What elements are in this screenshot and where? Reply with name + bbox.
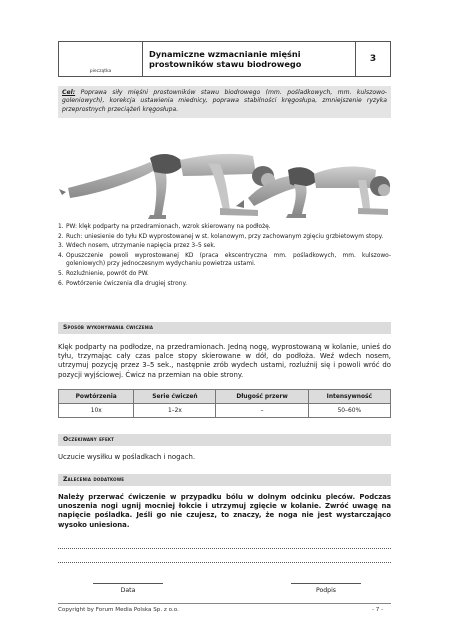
step-item: 2. Ruch: uniesienie do tyłu KD wyprostowanej w st. kolanowym, przy zachowanym zgięciu grzbietowym stopy. bbox=[58, 233, 384, 240]
goal-text: Poprawa siły mięśni prostowników stawu biodrowego (mm. pośladkowych, mm. kulszowo-goleniowych), korekcja ustawienia miednicy, poprawa stabilności kręgosłupa, zmniejszenie ryzyka przeprostnych przeciążeń kręgosłupa. bbox=[62, 89, 387, 113]
cell-repetitions: 10x bbox=[59, 404, 134, 418]
effect-heading: Oczekiwany efekt bbox=[58, 434, 391, 446]
header-breaks: Długość przerw bbox=[216, 390, 308, 404]
goal-box bbox=[58, 86, 391, 119]
stamp-label: pieczątka bbox=[89, 69, 112, 74]
goal-label: Cel: bbox=[62, 89, 76, 96]
cell-series: 1–2x bbox=[134, 404, 216, 418]
footer-copyright: Copyright by Forum Media Polska Sp. z o.o. bbox=[58, 607, 179, 613]
exercise-illustration bbox=[58, 118, 391, 222]
exercise-header bbox=[58, 41, 391, 77]
step-item: 1. PW: klęk podparty na przedramionach, wzrok skierowany na podłożę. bbox=[58, 224, 271, 230]
exercise-figure-svg bbox=[58, 118, 391, 222]
exercise-number: 3 bbox=[369, 54, 377, 64]
figure-leg-raised bbox=[59, 154, 275, 219]
step-item: 6. Powtórzenie ćwiczenia dla drugiej strony. bbox=[58, 280, 187, 287]
step-item: 4. Opuszczenie powoli wyprostowanej KD (praca ekscentryczna mm. pośladkowych, mm. kulszowo-goleniowych) przy jednoczesnym wydychaniu powietrza ustami. bbox=[58, 253, 391, 268]
date-label: Data bbox=[120, 587, 136, 594]
cell-breaks: – bbox=[216, 404, 308, 418]
method-heading: Sposób wykonywania ćwiczenia bbox=[58, 322, 391, 334]
exercise-title bbox=[143, 42, 356, 76]
recommendations-text: Należy przerwać ćwiczenie w przypadku bólu w dolnym odcinku pleców. Podczas unoszenia nogi ugnij mocniej łokcie i utrzymuj zgięcie w kolanie. Zwróć uwagę na napięcie pośladka. Jeśli go nie czujesz, to znaczy, że noga nie jest wystarczająco wysoko uniesiona. bbox=[58, 493, 391, 529]
title-line-2: prostowników stawu biodrowego bbox=[149, 59, 302, 69]
date-line bbox=[93, 583, 163, 584]
signature-line bbox=[291, 583, 361, 584]
step-item: 5. Rozluźnienie, powrót do PW. bbox=[58, 271, 149, 278]
title-line-1: Dynamiczne wzmacnianie mięśni bbox=[149, 49, 301, 59]
header-series: Serie ćwiczeń bbox=[134, 390, 216, 404]
exercise-parameters-table bbox=[58, 389, 391, 418]
header-intensity: Intensywność bbox=[308, 390, 390, 404]
signature-label: Podpis bbox=[315, 587, 337, 594]
footer-divider bbox=[58, 603, 391, 604]
notes-line bbox=[58, 562, 391, 563]
notes-line bbox=[58, 548, 391, 549]
exercise-steps bbox=[58, 223, 391, 289]
step-item: 3. Wdech nosem, utrzymanie napięcia przez 3–5 sek. bbox=[58, 243, 216, 250]
table-row bbox=[59, 404, 391, 418]
recommendations-heading: Zalecenia dodatkowe bbox=[58, 474, 391, 486]
header-repetitions: Powtórzenia bbox=[59, 390, 134, 404]
stamp-box bbox=[59, 42, 143, 76]
cell-intensity: 50–60% bbox=[308, 404, 390, 418]
table-header-row bbox=[59, 390, 391, 404]
method-text: Klęk podparty na podłodze, na przedramionach. Jedną nogę, wyprostowaną w kolanie, unieś do tyłu, trzymając cały czas palce stopy skierowane w dół, do podłoża. Weź wdech nosem, utrzymuj pozycję przez 3–5 sek., następnie zrób wydech ustami, rozluźnij się i powoli wróć do pozycji wyjściowej. Ćwicz na przemian na obie strony. bbox=[58, 343, 391, 379]
effect-text: Uczucie wysiłku w pośladkach i nogach. bbox=[58, 453, 196, 461]
footer-page-number: - 7 - bbox=[372, 607, 384, 613]
